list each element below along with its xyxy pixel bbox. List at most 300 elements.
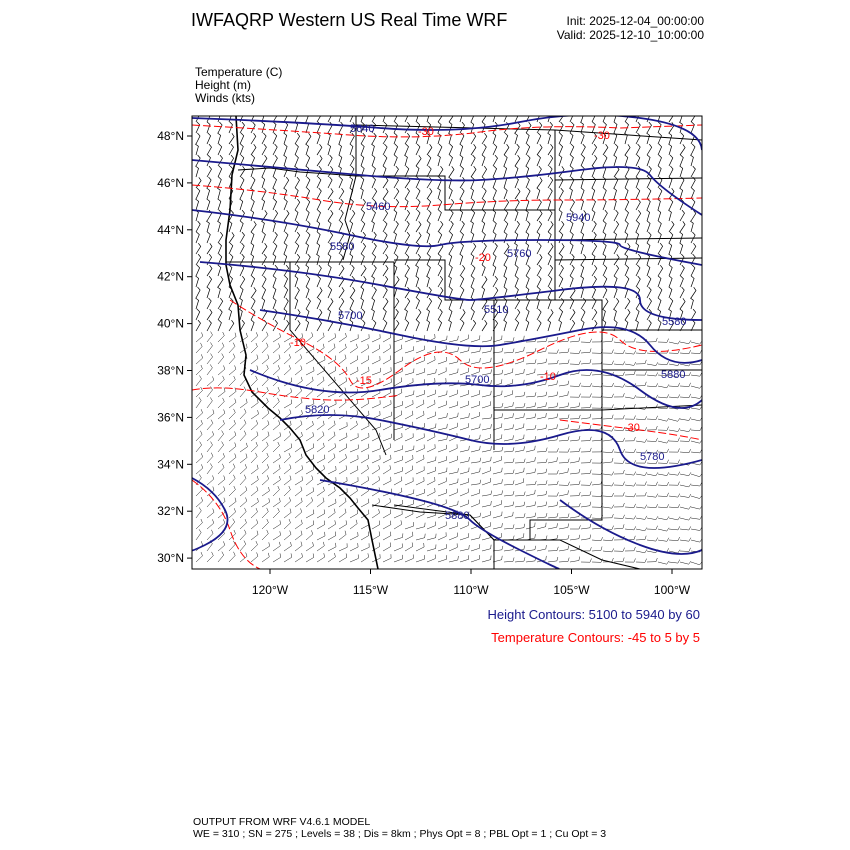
- wind-barb: [262, 298, 265, 309]
- wind-barb: [493, 243, 497, 254]
- wind-barb: [614, 243, 618, 254]
- wind-barb: [284, 465, 291, 475]
- wind-barb: [427, 144, 432, 155]
- wind-barb: [339, 188, 344, 199]
- wind-barb: [603, 383, 614, 387]
- wind-barb: [317, 366, 325, 375]
- wind-barb: [647, 122, 652, 133]
- wind-barb: [284, 287, 288, 298]
- wind-barb: [525, 210, 528, 221]
- wind-barb: [427, 400, 435, 408]
- wind-barb: [251, 320, 254, 331]
- wind-barb: [515, 413, 524, 419]
- wind-barb: [526, 392, 536, 397]
- wind-barb: [229, 399, 236, 409]
- wind-barb: [449, 309, 452, 320]
- wind-barb: [658, 254, 662, 265]
- wind-barb: [680, 538, 691, 542]
- wind-barb: [207, 397, 212, 408]
- wind-barb: [195, 298, 198, 309]
- wind-barb: [636, 559, 647, 563]
- wind-barb: [229, 443, 236, 453]
- wind-barb: [229, 343, 235, 353]
- wind-barb: [570, 276, 573, 287]
- wind-barb: [658, 188, 662, 199]
- wind-barb: [669, 265, 672, 276]
- wind-barb: [405, 411, 413, 419]
- wind-barb: [372, 298, 375, 309]
- wind-barb: [426, 276, 429, 287]
- wind-barb: [327, 133, 330, 144]
- wind-barb: [251, 453, 257, 463]
- wind-barb: [515, 492, 525, 496]
- wind-barb: [537, 523, 546, 529]
- lat-label: 48°N: [157, 129, 184, 143]
- wind-barb: [504, 413, 514, 419]
- wind-barb: [669, 383, 680, 387]
- wind-barb: [295, 542, 302, 551]
- wind-barb: [427, 444, 435, 452]
- wind-barb: [328, 532, 336, 540]
- wind-barb: [284, 133, 287, 144]
- wind-barb: [262, 254, 267, 265]
- wind-barb: [327, 309, 330, 320]
- wind-barb: [614, 482, 625, 486]
- wind-barb: [691, 427, 702, 431]
- wind-barb: [471, 265, 475, 276]
- wind-barb: [471, 390, 480, 397]
- wind-barb: [559, 391, 568, 397]
- wind-barb: [240, 454, 247, 463]
- wind-barb: [317, 210, 321, 221]
- wind-barb: [218, 442, 224, 453]
- wind-barb: [273, 531, 281, 540]
- wind-barb: [405, 276, 408, 287]
- wind-barb: [416, 144, 420, 155]
- wind-barb: [394, 445, 403, 452]
- wind-barb: [603, 483, 614, 487]
- wind-barb: [603, 548, 614, 552]
- wind-barb: [262, 409, 269, 419]
- wind-barb: [603, 287, 607, 298]
- wind-barb: [306, 487, 314, 496]
- wind-barb: [339, 554, 347, 563]
- wind-barb: [449, 347, 459, 353]
- wind-barb: [361, 199, 366, 210]
- wind-barb: [383, 554, 391, 562]
- field-label-temperature: Temperature (C): [195, 65, 283, 79]
- wind-barb: [207, 166, 212, 177]
- wind-barb: [272, 221, 275, 232]
- wind-barb: [284, 177, 289, 188]
- wind-barb: [603, 361, 614, 365]
- wind-barb: [372, 368, 381, 375]
- wind-barb: [383, 498, 391, 507]
- wind-barb: [493, 188, 496, 199]
- wind-barb: [284, 320, 289, 331]
- wind-barb: [427, 232, 430, 243]
- wind-barb: [328, 520, 336, 529]
- wind-barb: [262, 530, 268, 540]
- wind-barb: [625, 404, 635, 408]
- wind-barb: [581, 524, 591, 529]
- wind-barb: [625, 232, 628, 243]
- wind-barb: [636, 416, 647, 420]
- wind-barb: [691, 320, 695, 331]
- wind-barb: [262, 421, 269, 431]
- wind-barb: [592, 480, 602, 485]
- wind-barb: [691, 350, 702, 354]
- wind-barb: [493, 122, 498, 133]
- wind-barb: [559, 535, 569, 540]
- wind-barb: [636, 144, 640, 155]
- wind-barb: [449, 501, 458, 507]
- wind-barb: [284, 400, 292, 408]
- border-co: [494, 300, 602, 410]
- wind-barb: [405, 369, 414, 376]
- wind-barb: [658, 265, 663, 276]
- wind-barb: [262, 199, 265, 210]
- wind-barb: [603, 320, 606, 331]
- wind-barb: [207, 342, 213, 353]
- wind-barb: [592, 425, 602, 430]
- wind-barb: [614, 221, 619, 232]
- wind-barb: [614, 361, 625, 365]
- wind-barb: [559, 490, 569, 496]
- wind-barb: [262, 464, 269, 474]
- wind-barb: [328, 287, 332, 298]
- wind-barb: [229, 333, 236, 342]
- wind-barb: [471, 424, 480, 430]
- wind-barb: [449, 543, 457, 551]
- wind-barb: [317, 498, 324, 507]
- wind-barb: [305, 144, 308, 155]
- wind-barb: [614, 320, 617, 331]
- wind-barb: [372, 476, 380, 485]
- wind-barb: [405, 232, 410, 243]
- wind-barb: [581, 188, 584, 199]
- wind-barb: [251, 476, 258, 485]
- wind-barb: [449, 369, 458, 375]
- wind-barb: [460, 468, 469, 474]
- wind-barb: [438, 478, 446, 486]
- wind-barb: [416, 188, 420, 199]
- wind-barb: [273, 243, 277, 254]
- wind-barb: [603, 177, 606, 188]
- wind-barb: [526, 513, 536, 518]
- wind-barb: [526, 320, 529, 331]
- wind-barb: [613, 188, 616, 199]
- wind-barb: [449, 111, 454, 122]
- wind-barb: [360, 298, 363, 309]
- wind-barb: [647, 276, 651, 287]
- wind-barb: [482, 337, 492, 342]
- wind-barb: [305, 243, 308, 254]
- wind-barb: [229, 376, 235, 386]
- wind-barb: [295, 144, 298, 155]
- wind-barb: [515, 265, 518, 276]
- wind-barb: [284, 531, 291, 541]
- wind-barb: [339, 444, 347, 452]
- map-frame: [192, 116, 702, 569]
- wind-barb: [449, 243, 453, 254]
- wind-barb: [669, 460, 680, 464]
- wind-barb: [658, 243, 663, 254]
- wind-barb: [404, 155, 407, 166]
- wind-barb: [240, 254, 244, 265]
- wind-barb: [537, 309, 541, 320]
- wind-barb: [218, 276, 223, 287]
- wind-barb: [383, 521, 391, 529]
- wind-barb: [548, 350, 559, 354]
- wind-barb: [570, 133, 573, 144]
- wind-barb: [328, 443, 336, 452]
- wind-barb: [416, 445, 424, 453]
- wind-barb: [273, 133, 277, 144]
- wind-barb: [636, 188, 640, 199]
- wind-barb: [625, 449, 636, 453]
- wind-barb: [372, 155, 375, 166]
- wind-barb: [217, 221, 220, 232]
- wind-barb: [350, 344, 357, 353]
- wind-barb: [427, 166, 431, 177]
- wind-barb: [691, 527, 702, 530]
- wind-barb: [207, 453, 213, 463]
- wind-barb: [196, 397, 201, 408]
- wind-barb: [207, 287, 210, 298]
- wind-barb: [592, 504, 603, 508]
- wind-barb: [691, 373, 702, 377]
- wind-barb: [394, 357, 402, 364]
- wind-barb: [262, 177, 265, 188]
- wind-barb: [526, 177, 529, 188]
- wind-barb: [636, 382, 646, 386]
- wind-barb: [207, 463, 212, 474]
- wind-barb: [295, 210, 298, 221]
- wind-barb: [295, 133, 300, 144]
- wind-barb: [515, 446, 525, 452]
- wind-barb: [613, 155, 616, 166]
- wind-barb: [416, 309, 421, 320]
- wind-barb: [482, 210, 486, 221]
- wind-barb: [383, 455, 391, 463]
- wind-barb: [207, 199, 210, 210]
- wind-barb: [251, 155, 255, 166]
- wind-barb: [526, 490, 535, 496]
- wind-barb: [504, 368, 513, 375]
- wind-barb: [438, 232, 442, 243]
- latitude-labels: [157, 129, 184, 565]
- wind-barb: [493, 133, 496, 144]
- wind-barb: [449, 232, 453, 243]
- wind-barb: [471, 309, 474, 320]
- wind-barb: [262, 320, 267, 331]
- wind-barb: [427, 457, 436, 464]
- wind-barb: [658, 516, 669, 519]
- wind-barb: [680, 428, 691, 431]
- wind-barb: [680, 494, 691, 498]
- wind-barb: [251, 343, 257, 353]
- wind-barb: [471, 144, 476, 155]
- wind-barb: [218, 210, 222, 221]
- wind-barb: [680, 506, 691, 509]
- wind-barb: [548, 188, 552, 199]
- wind-barb: [240, 508, 246, 518]
- wind-barb: [328, 177, 332, 188]
- wind-barb: [339, 498, 346, 507]
- wind-barb: [669, 448, 680, 452]
- wind-barb: [306, 254, 310, 265]
- wind-barb: [449, 390, 458, 397]
- wind-barb: [328, 466, 336, 474]
- wind-barb: [592, 448, 602, 452]
- wind-barb: [526, 546, 536, 551]
- wind-barb: [262, 355, 269, 365]
- wind-barb: [526, 155, 530, 166]
- wind-barb: [229, 133, 234, 144]
- wind-barb: [328, 210, 333, 221]
- wind-barb: [438, 265, 442, 276]
- wind-barb: [405, 489, 414, 496]
- wind-barb: [515, 435, 524, 441]
- wind-barb: [284, 144, 287, 155]
- wind-barb: [657, 199, 660, 210]
- wind-barb: [394, 188, 399, 199]
- wind-barb: [394, 122, 398, 133]
- wind-barb: [460, 309, 465, 320]
- wind-barb: [548, 320, 551, 331]
- wind-barb: [680, 276, 683, 287]
- wind-barb: [295, 232, 300, 243]
- wind-barb: [251, 243, 254, 254]
- wind-barb: [196, 464, 203, 474]
- wind-barb: [207, 431, 214, 441]
- wind-barb: [427, 369, 436, 375]
- wind-barb: [592, 243, 597, 254]
- wind-barb: [493, 479, 502, 485]
- wind-barb: [570, 337, 580, 342]
- wind-barb: [449, 401, 458, 408]
- wind-barb: [603, 188, 606, 199]
- wind-barb: [493, 144, 497, 155]
- wind-barb: [658, 528, 669, 531]
- wind-barb: [482, 401, 491, 408]
- wind-barb: [548, 535, 558, 540]
- wind-barb: [283, 188, 286, 199]
- wind-barb: [361, 356, 369, 365]
- wind-barb: [449, 413, 458, 419]
- wind-barb: [570, 155, 573, 166]
- wind-barb: [218, 320, 221, 331]
- wind-barb: [471, 489, 480, 496]
- wind-barb: [548, 309, 553, 320]
- wind-barb: [416, 411, 424, 419]
- wind-barb: [361, 455, 369, 464]
- wind-barb: [559, 482, 570, 486]
- wind-barb: [482, 491, 492, 496]
- wind-barb: [625, 558, 636, 562]
- wind-barb: [581, 155, 585, 166]
- wind-barb: [350, 210, 355, 221]
- wind-barb: [262, 243, 267, 254]
- wind-barb: [482, 265, 485, 276]
- wind-barb: [669, 472, 680, 476]
- wind-barb: [207, 320, 211, 331]
- wind-barb: [361, 476, 369, 485]
- wind-barb: [471, 468, 480, 474]
- wind-barb: [394, 345, 402, 353]
- wind-barb: [679, 188, 682, 199]
- wind-barb: [581, 404, 591, 408]
- wind-barb: [405, 446, 414, 452]
- wind-barb: [416, 477, 424, 485]
- wind-barb: [603, 199, 606, 210]
- wind-barb: [339, 177, 343, 188]
- wind-barb: [493, 456, 502, 463]
- wind-barb: [438, 177, 442, 188]
- wind-barb: [273, 232, 277, 243]
- wind-barb: [504, 480, 514, 485]
- wind-barb: [603, 337, 613, 342]
- wind-barb: [570, 425, 580, 430]
- wind-barb: [383, 287, 387, 298]
- wind-barb: [482, 221, 485, 232]
- wind-barb: [658, 144, 662, 155]
- wind-barb: [229, 519, 235, 529]
- wind-barb: [636, 265, 640, 276]
- wind-barb: [636, 155, 640, 166]
- wind-barb: [548, 155, 553, 166]
- wind-barb: [317, 521, 325, 529]
- wind-barb: [438, 357, 447, 364]
- wind-barb: [680, 298, 685, 309]
- wind-barb: [317, 443, 324, 452]
- wind-barb: [625, 547, 635, 551]
- wind-barb: [460, 221, 464, 232]
- height-label: 5880: [445, 510, 470, 522]
- wind-barb: [251, 420, 258, 430]
- wind-barb: [361, 399, 369, 408]
- wind-barb: [262, 265, 267, 276]
- wind-barb: [350, 555, 358, 563]
- wind-barb: [636, 482, 647, 486]
- wind-barb: [526, 457, 535, 463]
- wind-barb: [647, 155, 650, 166]
- wind-barb: [273, 432, 281, 441]
- wind-barb: [537, 502, 547, 507]
- wind-barb: [647, 516, 658, 519]
- wind-barb: [394, 320, 399, 331]
- wind-barb: [295, 454, 302, 463]
- wind-barb: [504, 435, 514, 441]
- wind-barb: [394, 510, 402, 518]
- model-output-line: OUTPUT FROM WRF V4.6.1 MODEL: [193, 816, 371, 828]
- wind-barb: [658, 133, 662, 144]
- wind-barb: [218, 409, 225, 419]
- wind-barb: [592, 177, 596, 188]
- wind-barb: [526, 359, 536, 364]
- wind-barb: [371, 276, 374, 287]
- wind-barb: [273, 122, 276, 133]
- wind-barb: [295, 265, 299, 276]
- wind-barb: [416, 320, 419, 331]
- wind-barb: [229, 486, 235, 496]
- wind-barb: [471, 458, 481, 463]
- wind-barb: [669, 298, 673, 309]
- wind-barb: [537, 491, 547, 496]
- wind-barb: [207, 332, 213, 343]
- model-config-line: WE = 310 ; SN = 275 ; Levels = 38 ; Dis = 8km ; Phys Opt = 8 ; PBL Opt = 1 ; Cu Opt = 3: [193, 828, 607, 840]
